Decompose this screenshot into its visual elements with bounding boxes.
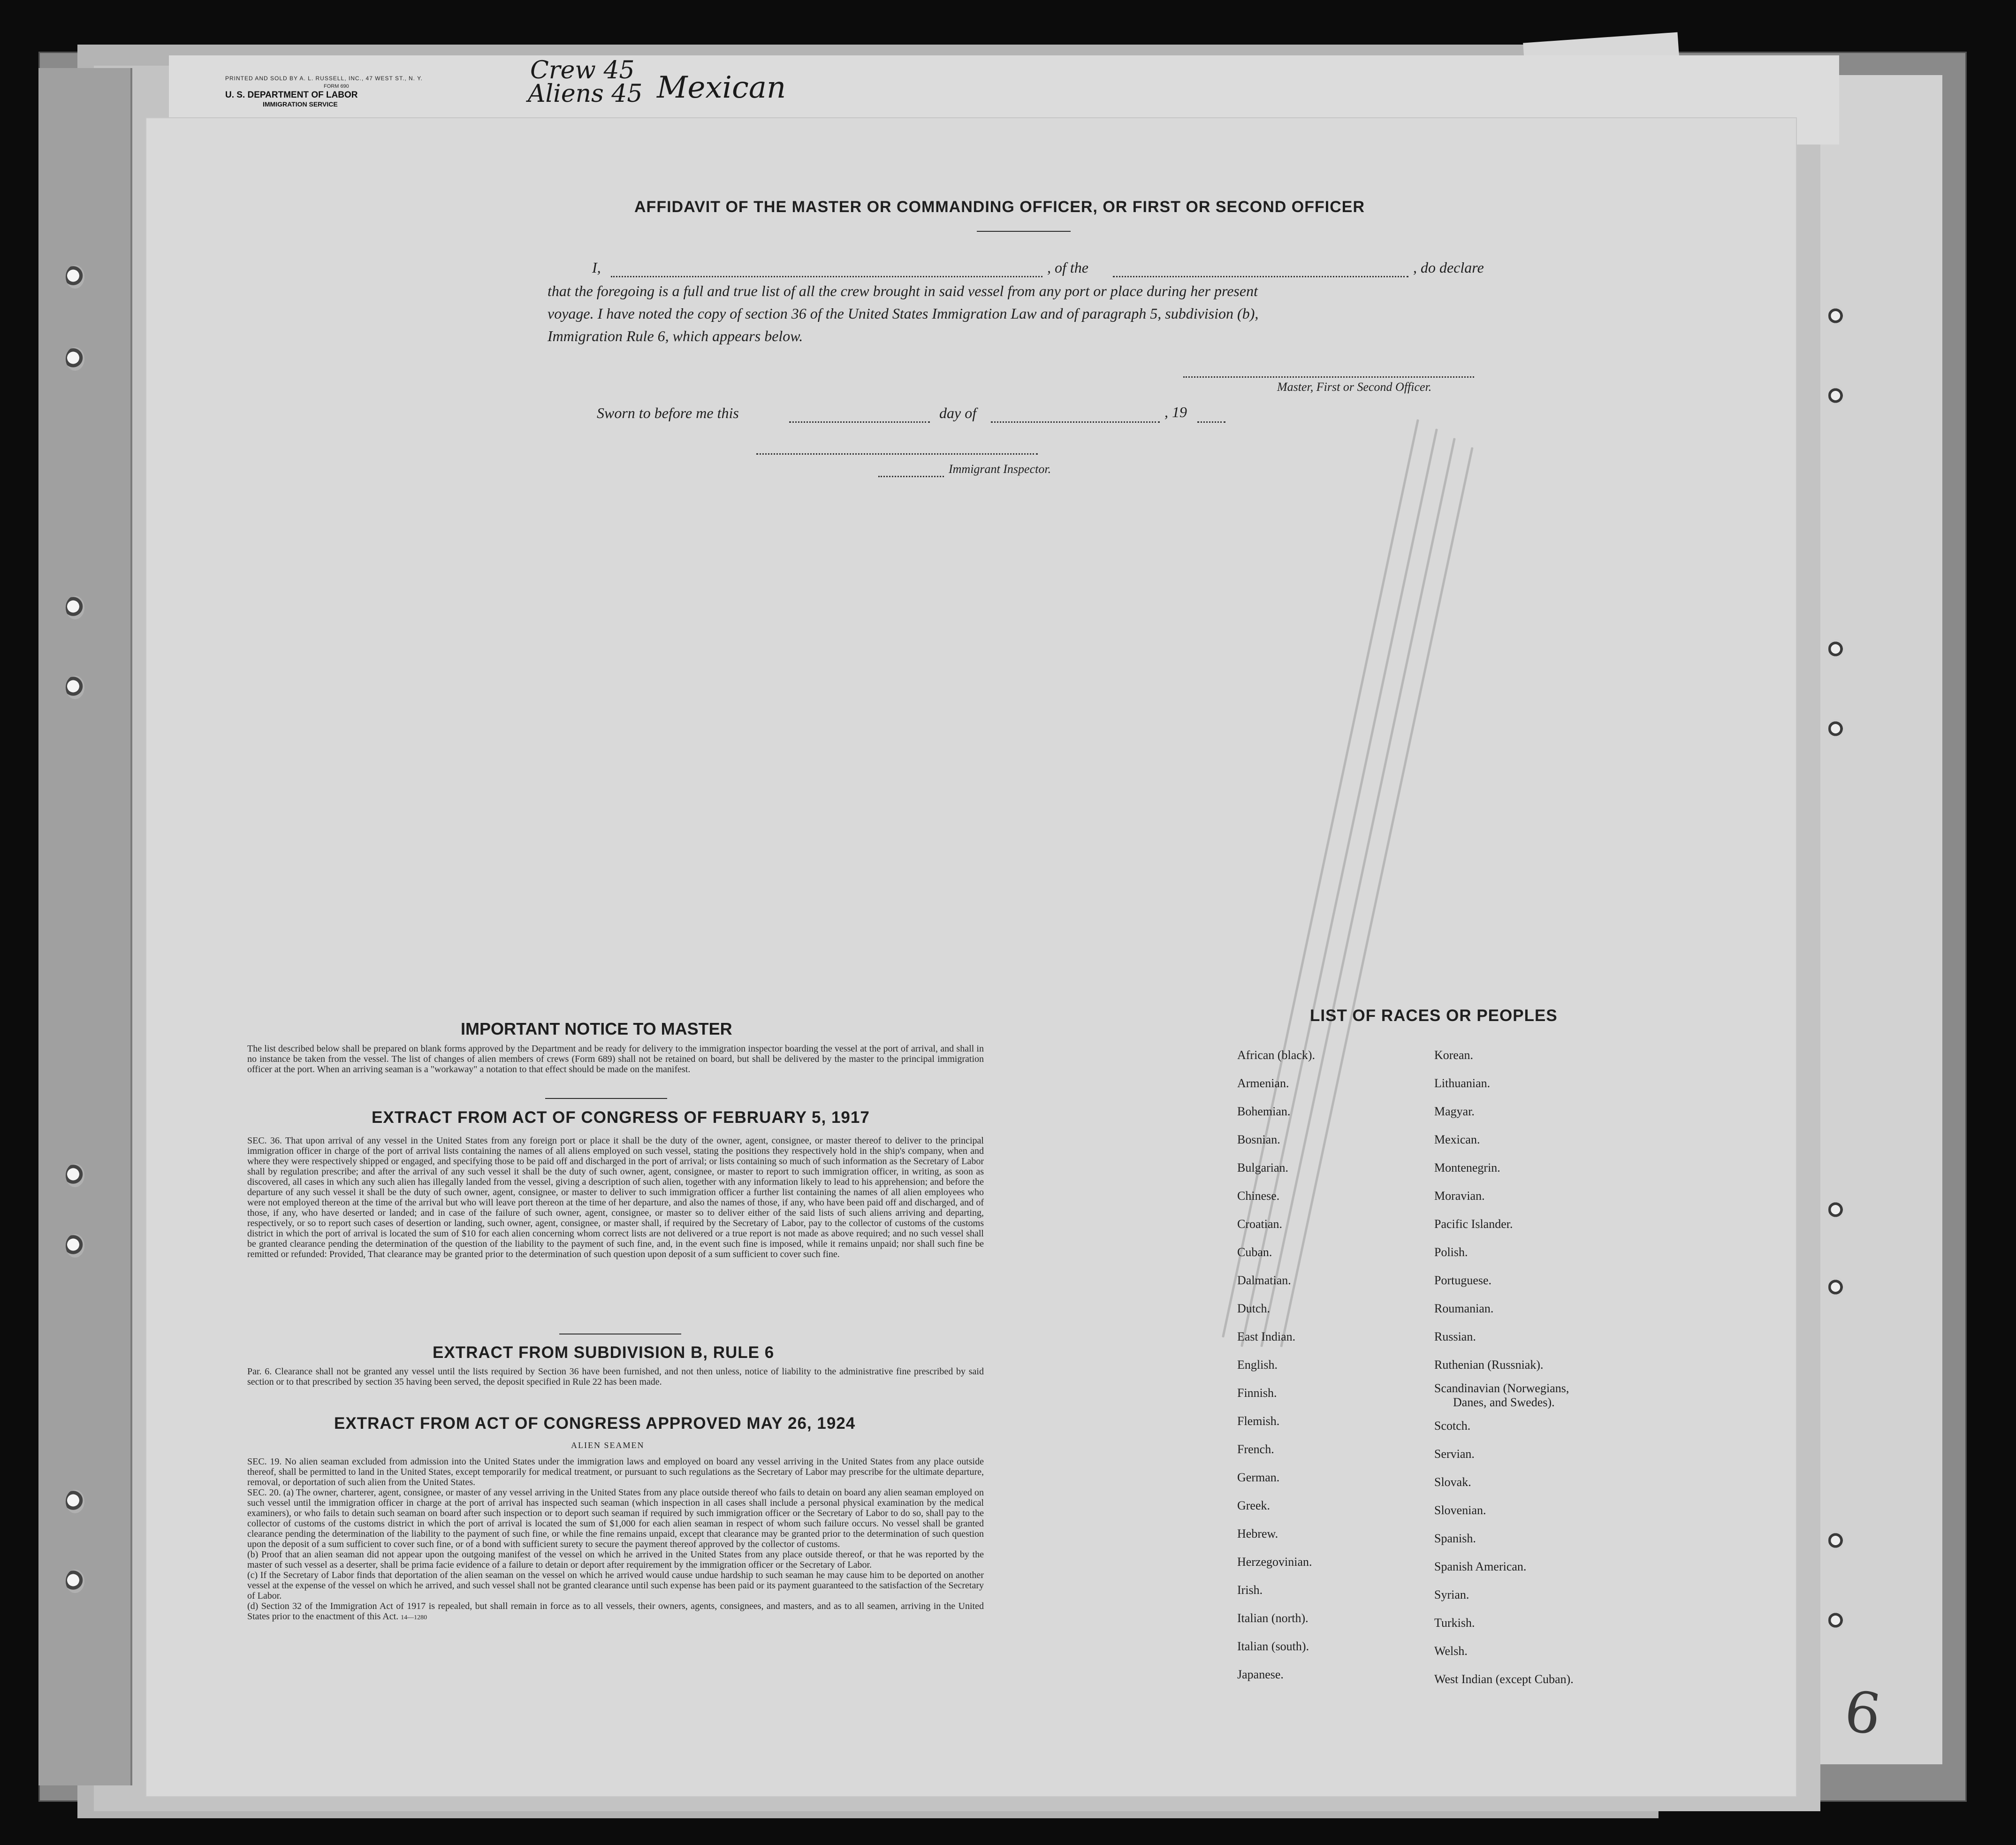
sworn-month-blank xyxy=(991,421,1160,423)
race-item: Bulgarian. xyxy=(1237,1161,1289,1174)
race-item: Hebrew. xyxy=(1237,1527,1278,1540)
race-item: Spanish. xyxy=(1434,1532,1476,1545)
notice-title: IMPORTANT NOTICE TO MASTER xyxy=(461,1019,732,1038)
alien-seamen-subtitle: ALIEN SEAMEN xyxy=(571,1441,645,1450)
master-signature-blank xyxy=(1183,376,1474,378)
races-title: LIST OF RACES OR PEOPLES xyxy=(1310,1006,1558,1025)
affidavit-text-line: Immigration Rule 6, which appears below. xyxy=(548,328,803,344)
race-item: French. xyxy=(1237,1442,1274,1456)
sworn-year-blank xyxy=(1197,421,1225,423)
department-name: U. S. DEPARTMENT OF LABOR xyxy=(225,90,358,100)
race-item: Flemish. xyxy=(1237,1414,1280,1428)
race-item: Magyar. xyxy=(1434,1105,1475,1118)
race-item: Lithuanian. xyxy=(1434,1076,1491,1090)
extract-1917-title: EXTRACT FROM ACT OF CONGRESS OF FEBRUARY 5, 1917 xyxy=(372,1108,870,1127)
extract-1917-text: SEC. 36. That upon arrival of any vessel in the United States from any foreign port or place it shall be the duty of the owner, agent, consignee, or master thereof to deliver to the principal immigration officer in charge of the port of arrival lists containing the names of all aliens employed on such vessel, stating the positions they respectively hold in the ship's company, when and where they were respectively shipped or engaged, and specifying those to be paid off and discharged in the port of arrival; or lists containing so much of such information as the Secretary of Labor shall by regulation prescribe; and after the arrival of any such vessel it shall be the duty of such owner, agent, consignee, or master to report to such immigration officer, in writing, as soon as discovered, all cases in which any such alien has illegally landed from the vessel, giving a description of such alien, together with any information likely to lead to his apprehension; and before the departure of any such vessel it shall be the duty of such owner, agent, consignee, or master to deliver to such immigration officer a further list containing the names of all alien employees who were not employed thereon at the time of the arrival but who will leave port thereon at the time of her departure, and also the names of those, if any, who have been paid off and discharged, and of those, if any, who have deserted or landed; and in case of the failure of such owner, agent, consignee, or master so to deliver either of the said lists of such aliens arriving and departing, respectively, or so to report such cases of desertion or landing, such owner, agent, consignee, or master shall, if required by the Secretary of Labor, pay to the collector of customs of the customs district in which the port of arrival is located the sum of $10 for each alien concerning whom correct lists are not delivered or a true report is not made as above required; and no such vessel shall be granted clearance pending the determination of the question of the liability to the payment of such fine, and, in the event such fine is imposed, while it remains unpaid; nor shall such fine be remitted or refunded: Provided, That clearance may be granted prior to the determination of such question upon deposit of a sum sufficient to cover such fine. xyxy=(247,1136,984,1259)
race-item: Herzegovinian. xyxy=(1237,1555,1312,1569)
pencil-mark xyxy=(1260,438,1456,1347)
race-item: Portuguese. xyxy=(1434,1273,1492,1287)
manifest-back-page xyxy=(145,117,1885,1797)
inspector-label: Immigrant Inspector. xyxy=(949,462,1051,476)
race-item-continued: Danes, and Swedes). xyxy=(1453,1395,1555,1409)
service-name: IMMIGRATION SERVICE xyxy=(263,100,338,108)
race-item: Spanish American. xyxy=(1434,1560,1527,1573)
binder-hole-icon xyxy=(66,1490,84,1513)
binder-hole-icon xyxy=(66,1234,84,1258)
binder-hole-icon xyxy=(66,1164,84,1187)
race-item: Greek. xyxy=(1237,1499,1270,1512)
race-item: Armenian. xyxy=(1237,1076,1289,1090)
race-item: Finnish. xyxy=(1237,1386,1277,1400)
divider xyxy=(977,231,1071,232)
binder-hole-icon xyxy=(66,265,84,289)
section-20c-text: (c) If the Secretary of Labor finds that deportation of the alien seaman on the vessel on which he arrived would cause undue hardship to such seaman he may cause him to be deported on another vessel at the expense of the vessel on which he arrived, and such vessel shall not be granted clearance until such expense has been paid or its payment guaranteed to the satisfaction of the Secretary of Labor. xyxy=(247,1570,984,1601)
printer-credit: PRINTED AND SOLD BY A. L. RUSSELL, INC., 47 WEST ST., N. Y. xyxy=(225,75,423,82)
race-item: Polish. xyxy=(1434,1245,1468,1259)
race-item: Roumanian. xyxy=(1434,1302,1494,1315)
section-20d-text: (d) Section 32 of the Immigration Act of 1917 is repealed, but shall remain in force as to all vessels, their owners, agents, consignees, and masters, and as to all seamen, arriving in the United States prior to the enactment of this Act. 14—1280 xyxy=(247,1601,984,1622)
affidavit-do-declare: , do declare xyxy=(1413,259,1484,276)
race-item: Bohemian. xyxy=(1237,1105,1291,1118)
year-prefix: , 19 xyxy=(1164,404,1187,420)
section-20b-text: (b) Proof that an alien seaman did not appear upon the outgoing manifest of the vessel on which he arrived in the United States from any place outside thereof, or that he was reported by the master of such vessel as a deserter, shall be prima facie evidence of a failure to detain or deport after requirement by the immigration officer or the Secretary of Labor. xyxy=(247,1549,984,1570)
race-item: German. xyxy=(1237,1471,1280,1484)
binder-hole-icon xyxy=(66,347,84,371)
race-item: Servian. xyxy=(1434,1447,1475,1461)
sworn-day-blank xyxy=(789,421,930,423)
notice-text: The list described below shall be prepared on blank forms approved by the Department and be ready for delivery to the immigration inspector boarding the vessel at the port of arrival, and shall in no instance be taken from the vessel. The list of changes of alien members of crews (Form 689) shall not be retained on board, but shall be delivered by the master to the principal immigration officer at the port. When an arriving seaman is a "workaway" a notation to that effect should be made on the manifest. xyxy=(247,1044,984,1075)
race-item: Scandinavian (Norwegians, xyxy=(1434,1381,1569,1395)
section-19-text: SEC. 19. No alien seaman excluded from admission into the United States under the immigration laws and employed on board any vessel arriving in the United States from any place outside thereof, shall be permitted to land in the United States, except temporarily for medical treatment, or pursuant to such regulations as the Secretary of Labor may prescribe for the ultimate departure, removal, or deportation of such alien from the United States. xyxy=(247,1456,984,1487)
affidavit-of-the: , of the xyxy=(1047,259,1088,276)
extract-1924-title: EXTRACT FROM ACT OF CONGRESS APPROVED MAY 26, 1924 xyxy=(334,1414,856,1433)
affidavit-text-line: voyage. I have noted the copy of section 36 of the United States Immigration Law and of paragraph 5, subdivision (b), xyxy=(548,305,1259,322)
race-item: Slovak. xyxy=(1434,1475,1471,1489)
race-item: Japanese. xyxy=(1237,1668,1284,1681)
extract-1924-text xyxy=(247,1456,984,1623)
race-item: East Indian. xyxy=(1237,1330,1296,1343)
race-item: English. xyxy=(1237,1358,1278,1372)
binder-hole-icon xyxy=(1828,719,1844,739)
affidavit-text-line: that the foregoing is a full and true list of all the crew brought in said vessel from any port or place during her present xyxy=(548,282,1258,299)
race-item: Cuban. xyxy=(1237,1245,1272,1259)
race-item: Bosnian. xyxy=(1237,1133,1280,1146)
race-item: Italian (north). xyxy=(1237,1611,1308,1625)
inspector-signature-blank xyxy=(756,453,1038,455)
binder-hole-icon xyxy=(1828,1277,1844,1297)
binder-hole-icon xyxy=(1828,639,1844,659)
pencil-mark xyxy=(1280,447,1473,1347)
master-signature-label: Master, First or Second Officer. xyxy=(1277,380,1432,394)
binder-hole-icon xyxy=(66,676,84,699)
race-item: West Indian (except Cuban). xyxy=(1434,1672,1574,1686)
binder-hole-icon xyxy=(1828,1531,1844,1550)
binder-hole-icon xyxy=(1828,306,1844,326)
race-item: Welsh. xyxy=(1434,1644,1468,1658)
race-item: Turkish. xyxy=(1434,1616,1475,1630)
divider xyxy=(545,1098,667,1099)
binder-hole-icon xyxy=(66,596,84,619)
pencil-mark xyxy=(1240,428,1438,1347)
affidavit-title: AFFIDAVIT OF THE MASTER OR COMMANDING OFFICER, OR FIRST OR SECOND OFFICER xyxy=(634,198,1365,216)
handwritten-crew-count: Crew 45 xyxy=(530,56,635,84)
race-item: Syrian. xyxy=(1434,1588,1469,1601)
binder-hole-icon xyxy=(1828,1610,1844,1630)
race-item: Dalmatian. xyxy=(1237,1273,1291,1287)
race-item: Italian (south). xyxy=(1237,1639,1309,1653)
binding-strip xyxy=(38,68,132,1785)
inspector-signature-blank-short xyxy=(878,476,944,477)
form-number: FORM 690 xyxy=(324,84,349,89)
race-item: Slovenian. xyxy=(1434,1503,1486,1517)
declarant-name-blank xyxy=(611,276,1042,277)
day-of-text: day of xyxy=(939,404,977,421)
race-item: Pacific Islander. xyxy=(1434,1217,1513,1231)
handwritten-nationality: Mexican xyxy=(657,70,786,105)
extract-rule6-title: EXTRACT FROM SUBDIVISION B, RULE 6 xyxy=(433,1343,775,1362)
binder-hole-icon xyxy=(1828,1200,1844,1220)
sworn-text: Sworn to before me this xyxy=(597,404,739,421)
binder-hole-icon xyxy=(1828,386,1844,405)
race-item: Moravian. xyxy=(1434,1189,1485,1203)
race-item: African (black). xyxy=(1237,1048,1316,1062)
race-item: Dutch. xyxy=(1237,1302,1270,1315)
vessel-name-blank xyxy=(1113,276,1408,277)
race-item: Chinese. xyxy=(1237,1189,1280,1203)
race-item: Croatian. xyxy=(1237,1217,1283,1231)
race-item: Montenegrin. xyxy=(1434,1161,1500,1174)
handwritten-page-number: 6 xyxy=(1840,1678,1885,1748)
race-item: Korean. xyxy=(1434,1048,1474,1062)
form-code: 14—1280 xyxy=(401,1614,427,1621)
handwritten-alien-count: Aliens 45 xyxy=(528,80,643,108)
extract-rule6-text: Par. 6. Clearance shall not be granted any vessel until the lists required by Section 36 have been furnished, and not then unless, notice of liability to the administrative fine prescribed by said section or to that prescribed by section 35 having been served, the deposit specified in Rule 22 has been made. xyxy=(247,1366,984,1387)
section-20a-text: SEC. 20. (a) The owner, charterer, agent, consignee, or master of any vessel arriving in the United States from any place outside thereof who fails to detain on board any alien seaman employed on such vessel until the immigration officer in charge at the port of arrival has inspected such seaman (which inspection in all cases shall include a personal physical examination by the medical examiners), or who fails to detain such seaman on board after such inspection or to deport such seaman if required by such immigration officer or the Secretary of Labor to do so, shall pay to the collector of customs of the customs district in which the port of arrival is located the sum of $1,000 for each alien seaman in respect of whom such failure occurs. No vessel shall be granted clearance pending the determination of the liability to the payment of such fine, or while the fine remains unpaid, except that clearance may be granted prior to the determination of such question upon the deposit of a sum sufficient to cover such fine, or of a bond with sufficient surety to secure the payment thereof approved by the collector of customs. xyxy=(247,1487,984,1549)
race-item: Mexican. xyxy=(1434,1133,1480,1146)
race-item: Scotch. xyxy=(1434,1419,1471,1433)
race-item: Russian. xyxy=(1434,1330,1476,1343)
affidavit-declarant-prefix: I, xyxy=(592,259,601,276)
binder-hole-icon xyxy=(66,1570,84,1593)
race-item: Ruthenian (Russniak). xyxy=(1434,1358,1544,1372)
race-item: Irish. xyxy=(1237,1583,1263,1597)
